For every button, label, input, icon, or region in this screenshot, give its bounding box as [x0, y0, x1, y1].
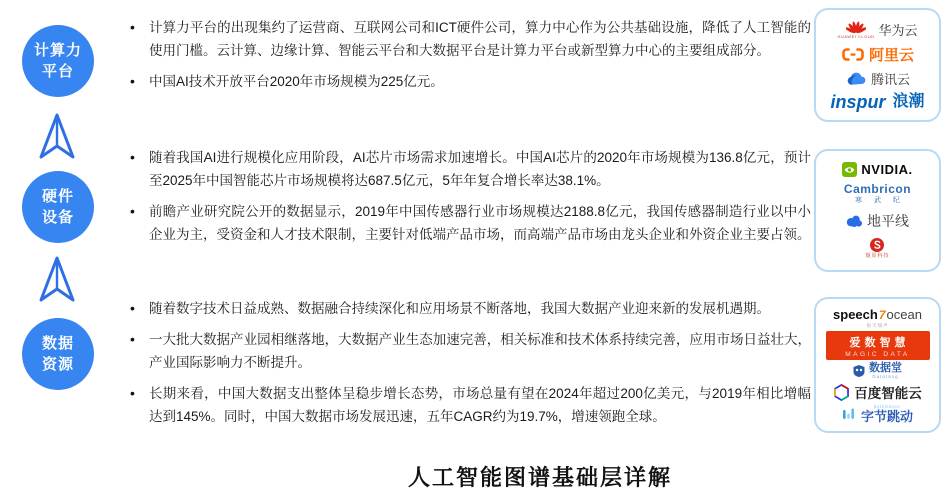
alibaba-cloud-icon — [841, 47, 865, 62]
huawei-cloud-label: 华为云 — [878, 22, 918, 38]
magicdata-wordmark: MAGIC DATA — [845, 351, 910, 358]
bullet-text: 随着数字技术日益成熟、数据融合持续深化和应用场景不断落地，我国大数据产业迎来新的发展机遇期。 — [149, 301, 770, 316]
speechocean-mark: 7 — [878, 307, 886, 322]
bullet-marker: • — [130, 19, 135, 35]
data-resources-bullets — [125, 297, 811, 436]
datatang-icon — [853, 365, 865, 377]
datatang-wordmark: Datatang — [872, 373, 899, 379]
tencent-cloud-logo — [845, 69, 910, 88]
baidu-hexagon-icon — [833, 384, 850, 401]
bytedance-bars-icon — [842, 407, 857, 421]
nvidia-label: NVIDIA. — [861, 162, 913, 178]
bullet-item — [125, 382, 811, 428]
up-arrow-icon — [35, 111, 79, 163]
huawei-flower-icon — [838, 19, 875, 39]
circle-label-line: 资源 — [41, 356, 74, 373]
tencent-cloud-icon — [845, 72, 867, 86]
bullet-marker: • — [130, 149, 135, 165]
alibaba-cloud-label: 阿里云 — [868, 46, 914, 64]
bullet-text: 随着我国AI进行规模化应用阶段，AI芯片市场需求加速增长。中国AI芯片的2020年市场规模为136.8亿元，预计至2025年中国智能芯片市场规模将达687.5亿元，5年年复合增长率达38.1%。 — [149, 150, 811, 188]
nvidia-logo — [842, 162, 912, 177]
layer-circle-data-resources — [22, 318, 94, 390]
baidu-ai-cloud-label: 百度智能云 — [854, 386, 922, 401]
cambricon-wordmark: Cambricon — [843, 182, 912, 197]
circle-label-line: 硬件 — [41, 188, 74, 205]
bytedance-label: 字节跳动 — [860, 409, 913, 425]
data-vendors-card — [814, 297, 941, 433]
cloud-vendors-card — [814, 8, 941, 122]
bullet-marker: • — [130, 331, 135, 347]
datatang-label: 数据堂 — [869, 361, 902, 374]
chip-vendors-card — [814, 149, 941, 272]
bullet-text: 长期来看，中国大数据支出整体呈稳步增长态势，市场总量有望在2024年超过200亿美元，与2019年相比增幅达到145%。同时，中国大数据市场发展迅速，五年CAGR约为19.7%，增速领跑全球。 — [149, 386, 811, 424]
bullet-text: 中国AI技术开放平台2020年市场规模为225亿元。 — [149, 74, 444, 89]
cambricon-label: 寒 武 纪 — [855, 197, 905, 205]
speechocean-label: 海天瑞声 — [866, 322, 889, 328]
bullet-text: 一大批大数据产业园相继落地，大数据产业生态加速完善，相关标准和技术体系持续完善，应用市场日益壮大，产业国际影响力不断提升。 — [149, 332, 811, 370]
speechocean-wordmark-right: ocean — [886, 306, 922, 322]
horizon-robotics-logo — [846, 211, 909, 231]
horizon-brain-icon — [846, 214, 863, 228]
datatang-logo — [853, 363, 902, 380]
bullet-item — [125, 70, 811, 93]
bytedance-wordmark: ByteDance — [873, 403, 901, 409]
speechocean-logo — [833, 307, 922, 329]
baidu-ai-cloud-logo — [833, 382, 922, 402]
bullet-item — [125, 297, 811, 320]
bullet-marker: • — [130, 385, 135, 401]
bytedance-logo — [842, 405, 913, 424]
circle-label-line: 设备 — [41, 209, 74, 226]
inspur-wordmark: inspur — [830, 91, 886, 112]
bullet-marker: • — [130, 300, 135, 316]
page-title: 人工智能图谱基础层详解 — [407, 465, 672, 490]
bullet-marker: • — [130, 73, 135, 89]
hardware-bullets — [125, 146, 811, 254]
inspur-logo — [830, 93, 924, 111]
bullet-marker: • — [130, 203, 135, 219]
bullet-item — [125, 328, 811, 374]
bullet-text: 前瞻产业研究院公开的数据显示，2019年中国传感器行业市场规模达2188.8亿元，我国传感器制造行业以中小企业为主，受资金和人才技术限制，主要针对低端产品市场，而高端产品市场由龙头企业和外资企业主要占领。 — [149, 204, 811, 242]
inspur-label: 浪潮 — [892, 92, 925, 110]
circle-label-line: 计算力 — [33, 42, 82, 59]
magicdata-label: 爱数智慧 — [849, 337, 910, 349]
computing-platform-bullets — [125, 16, 811, 101]
magicdata-logo — [826, 331, 930, 360]
enflame-icon — [869, 237, 885, 253]
bullet-item — [125, 16, 811, 62]
huawei-wordmark: HUAWEI CLOUD — [837, 34, 875, 40]
circle-label-line: 数据 — [41, 335, 74, 352]
enflame-label: 燧原科技 — [865, 252, 890, 259]
circle-label-line: 平台 — [41, 63, 74, 80]
layer-circle-computing-platform — [22, 25, 94, 97]
tencent-cloud-label: 腾讯云 — [870, 72, 910, 88]
nvidia-eye-icon — [842, 162, 857, 177]
horizon-label: 地平线 — [867, 212, 909, 229]
layer-circle-hardware — [22, 171, 94, 243]
cambricon-logo — [844, 183, 911, 204]
huawei-cloud-logo — [838, 19, 918, 39]
bullet-text: 计算力平台的出现集约了运营商、互联网公司和ICT硬件公司，算力中心作为公共基础设施，降低了人工智能的使用门槛。云计算、边缘计算、智能云平台和大数据平台是计算力平台或新型算力中心的主要组成部分。 — [149, 20, 811, 58]
bullet-item — [125, 200, 811, 246]
enflame-logo — [865, 237, 889, 259]
speechocean-wordmark-left: speech — [833, 306, 878, 322]
bullet-item — [125, 146, 811, 192]
alibaba-cloud-logo — [841, 44, 914, 65]
up-arrow-icon — [35, 254, 79, 306]
